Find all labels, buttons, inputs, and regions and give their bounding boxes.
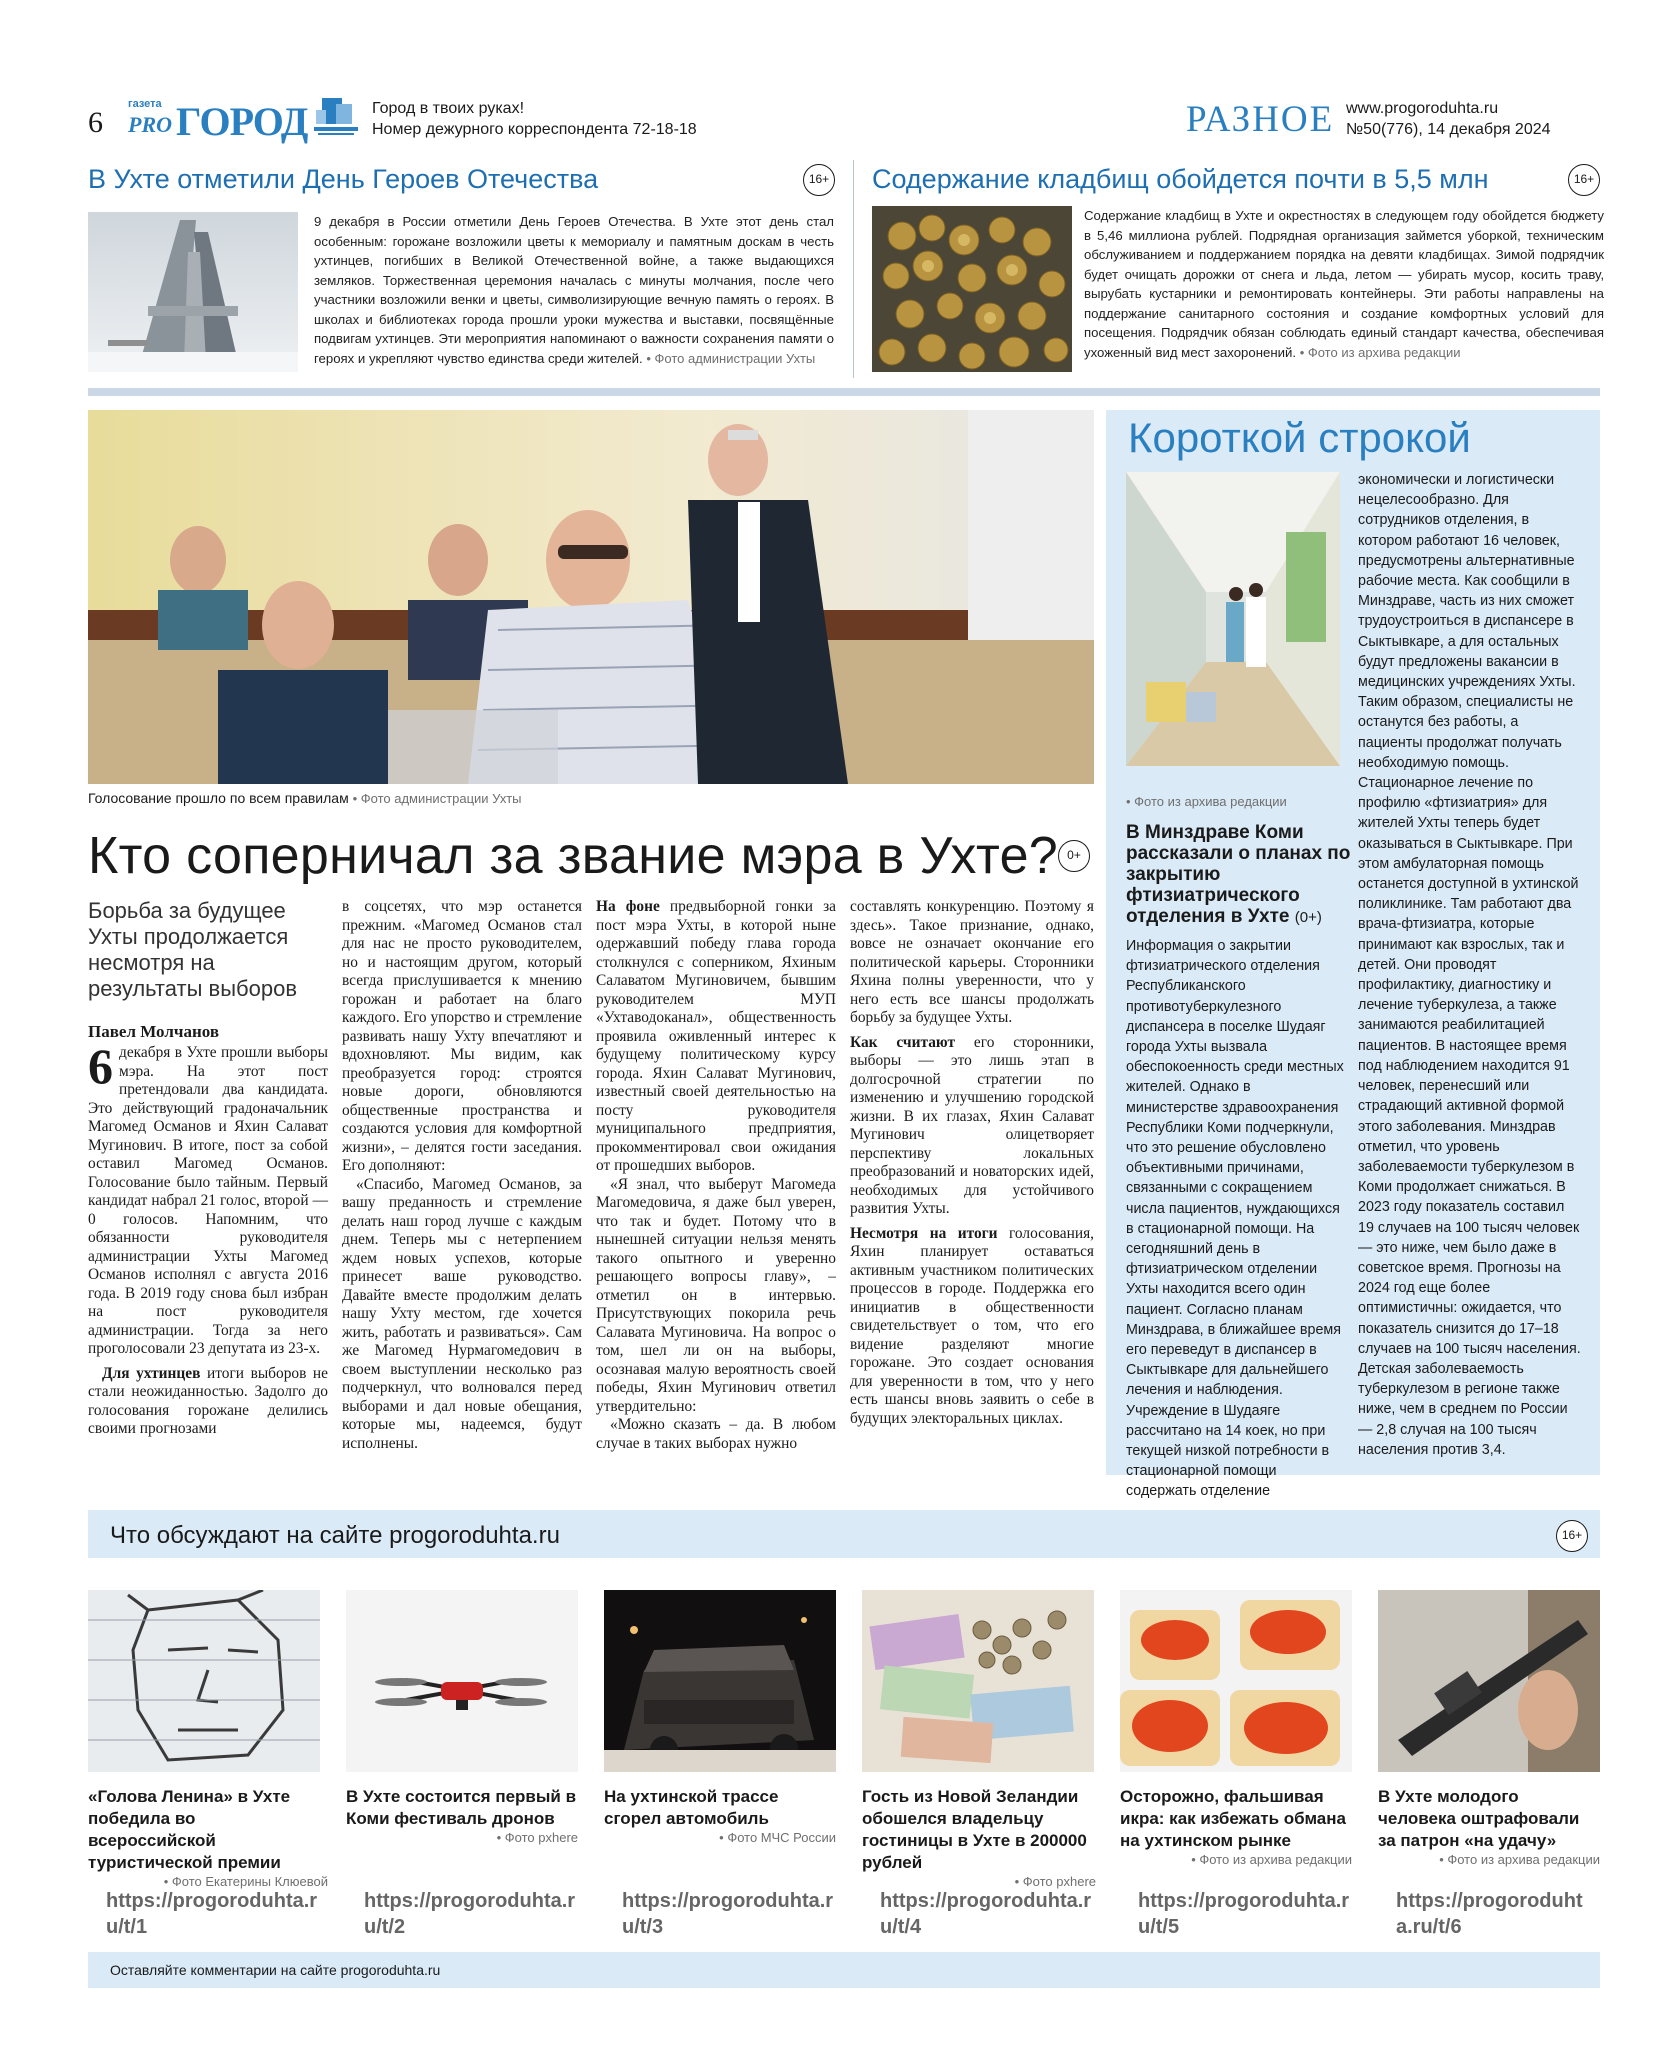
age-rating-badge: 16+: [1556, 1520, 1588, 1552]
column-divider: [853, 160, 854, 378]
card-url[interactable]: https://progoroduhta.ru/t/3: [622, 1890, 834, 1938]
news-card-4[interactable]: [862, 1786, 1096, 1889]
slogan-line-1: Город в твоих руках!: [372, 100, 525, 117]
paragraph-text: итоги выборов не стали неожиданностью. Задолго до голосования горожане делились своими прогнозами: [88, 1364, 328, 1437]
paragraph-text: декабря в Ухте прошли выборы мэра. На этот пост претендовали два кандидата. Это действующий градоначальник Магомед Османов и Яхин Салават Мугинович. В итоге, пост за собой оставил Магомед Османов. Голосование было тайным. Первый кандидат набрал 21 голос, второй — 0 голосов. Напомним, что обязанности руководителя администрации Ухты Магомед Османов исполнял с августа 2016 года. В 2019 году снова был избран на пост руководителя администрации. Тогда за него проголосовали 23 депутата из 23-х.: [88, 1044, 328, 1357]
card-title[interactable]: В Ухте состоится первый в Коми фестиваль дронов: [346, 1787, 577, 1828]
news-cemetery-credit: • Фото из архива редакции: [1299, 344, 1461, 360]
article-column-3: [596, 898, 836, 1453]
page-number: 6: [88, 106, 103, 139]
news-heroes-text: [314, 212, 834, 368]
sidebar-headline: [1126, 822, 1356, 928]
bottom-section-title: Что обсуждают на сайте progoroduhta.ru: [110, 1522, 560, 1549]
sidebar-headline-text: В Минздраве Коми рассказали о планах по закрытию фтизиатрического отделения в Ухте: [1126, 822, 1351, 927]
paragraph-text: его сторонники, выборы — это лишь этап в долгосрочной стратегии по изменению и улучшению городской жизни. В их глазах, Яхин Салават Мугинович олицетворяет перспективу локальных преобразований и новаторских идей, необходимых для устойчивого развития Ухты.: [850, 1033, 1094, 1217]
news-card-6[interactable]: [1378, 1786, 1600, 1867]
logo-pro-text: PRO: [128, 112, 172, 137]
heroes-memorial-photo: [88, 212, 298, 372]
drop-cap: 6: [88, 1038, 113, 1094]
paragraph-lead-in: Для ухтинцев: [102, 1364, 201, 1382]
card-title[interactable]: «Голова Ленина» в Ухте победила во всероссийской туристической премии: [88, 1787, 291, 1872]
header-site[interactable]: www.progoroduhta.ru: [1346, 100, 1499, 117]
voting-photo: [88, 410, 1094, 784]
card-credit: • Фото Екатерины Клюевой: [163, 1874, 328, 1889]
card-photo-drone[interactable]: [346, 1590, 578, 1772]
paragraph: [88, 1038, 328, 1359]
header-slogan: [372, 98, 697, 140]
card-photo-money[interactable]: [862, 1590, 1094, 1772]
card-photo-caviar[interactable]: [1120, 1590, 1352, 1772]
caption-text: Голосование прошло по всем правилам: [88, 790, 349, 806]
section-title: РАЗНОЕ: [1186, 99, 1335, 140]
news-card-1[interactable]: [88, 1786, 328, 1889]
hospital-corridor-photo: [1126, 472, 1340, 766]
card-credit: • Фото из архива редакции: [1191, 1852, 1352, 1867]
logo-small-text: газета: [128, 98, 162, 110]
footer-text[interactable]: Оставляйте комментарии на сайте progoroduhta.ru: [110, 1962, 441, 1978]
paragraph: [850, 1225, 1094, 1429]
paragraph: «Спасибо, Магомед Османов, за вашу преданность и стремление делать наш город лучше с каждым днем. Теперь мы с нетерпением ждем новых успехов, которые принесет ваше руководство. Давайте вместе продолжим делать нашу Ухту местом, где хочется жить, работать и развиваться». Сам же Магомед Нурмагомедович в своем выступлении несколько раз подчеркнул, что волновался перед выборами и дал новые обещания, которые мы, надеемся, будут исполнены.: [342, 1175, 582, 1452]
age-rating-badge: 16+: [803, 164, 835, 196]
caption-credit: • Фото администрации Ухты: [352, 791, 522, 806]
card-url[interactable]: https://progoroduhta.ru/t/2: [364, 1890, 576, 1938]
card-url[interactable]: https://progoroduhta.ru/t/5: [1138, 1890, 1350, 1938]
paragraph-lead-in: Как считают: [850, 1033, 956, 1051]
card-photo-rifle[interactable]: [1378, 1590, 1600, 1772]
card-title[interactable]: Гость из Новой Зеландии обошелся владельцу гостиницы в Ухте в 200000 рублей: [862, 1787, 1087, 1872]
card-title[interactable]: На ухтинской трассе сгорел автомобиль: [604, 1787, 779, 1828]
news-cemetery-body: Содержание кладбищ в Ухте и окрестностях в следующем году обойдется бюджету в 5,46 миллиона рублей. Подрядная организация займется уборкой, техническим обслуживанием и поддержанием порядка на девяти кладбищах. Зимой подрядчик будет очищать дорожки от снега и льда, летом — убирать мусор, косить траву, вырубать кустарники и ремонтировать контейнеры. Эти работы направлены на поддержание санитарного состояния и создание комфортных условий для посещения. Подрядчик обязан соблюдать единый стандарт качества, обеспечивая ухоженный вид мест захоронений.: [1084, 208, 1604, 360]
card-credit: • Фото МЧС России: [719, 1830, 836, 1845]
sidebar-text-column-1: Информация о закрытии фтизиатрического отделения Республиканского противотуберкулезного диспансера в поселке Шудаяг города Ухты вызвала обеспокоенность среди местных жителей. Однако в министерстве здравоохранения Республики Коми подчеркнули, что это решение обусловлено объективными причинами, связанными с сокращением числа пациентов, нуждающихся в стационарной помощи. На сегодняшний день в фтизиатрическом отделении Ухты находится всего один пациент. Согласно планам Минздрава, в ближайшее время его переведут в диспансер в Сыктывкаре для дальнейшего лечения и наблюдения. Учреждение в Шудаяге рассчитано на 14 коек, но при текущей низкой потребности в стационарной помощи содержать отделение: [1126, 938, 1344, 1500]
news-card-2[interactable]: [346, 1786, 578, 1845]
sidebar-photo-credit: • Фото из архива редакции: [1126, 794, 1287, 809]
article-column-4: [850, 898, 1094, 1428]
article-author: Павел Молчанов: [88, 1022, 220, 1041]
news-card-5[interactable]: [1120, 1786, 1352, 1867]
paragraph-lead-in: На фоне: [596, 898, 660, 915]
card-photo-burnt-car[interactable]: [604, 1590, 836, 1772]
news-cemetery-text: [1084, 206, 1604, 362]
card-title[interactable]: В Ухте молодого человека оштрафовали за патрон «на удачу»: [1378, 1787, 1580, 1850]
card-credit: • Фото из архива редакции: [1439, 1852, 1600, 1867]
sidebar-text-column-2: экономически и логистически нецелесообразно. Для сотрудников отделения, в котором работают 16 человек, предусмотрены альтернативные рабочие места. Как сообщили в Минздраве, часть из них сможет трудоустроиться в диспансере в Сыктывкаре, а для остальных будут предложены вакансии в медицинских учреждениях Ухты. Таким образом, специалисты не останутся без работы, а пациенты продолжат получать необходимую помощь. Стационарное лечение по профилю «фтизиатрия» для жителей Ухты теперь будет оказываться в Сыктывкаре. При этом амбулаторная помощь останется доступной в ухтинской поликлинике. Там работают два врача-фтизиатра, которые принимают как взрослых, так и детей. Они проводят профилактику, диагностику и лечение туберкулеза, а также занимаются реабилитацией пациентов. В настоящее время под наблюдением находится 91 человек, перенесший или страдающий активной формой этого заболевания. Минздрав отметил, что уровень заболеваемости туберкулезом в Коми продолжает снижаться. В 2023 году показатель составил 19 случаев на 100 тысяч человек — это ниже, чем было даже в советское время. Прогнозы на 2024 год еще более оптимистичны: ожидается, что показатель снизится до 17–18 случаев на 100 тысяч населения. Детская заболеваемость туберкулезом в регионе также ниже, чем в среднем по России — 2,8 случая на 100 тысяч населения против 3,4.: [1358, 472, 1581, 1458]
card-title[interactable]: Осторожно, фальшивая икра: как избежать обмана на ухтинском рынке: [1120, 1787, 1346, 1850]
news-heroes-body: 9 декабря в России отметили День Героев Отечества. В Ухте этот день стал особенным: горожане возложили цветы к мемориалу и памятным доскам в честь ухтинцев, погибших в Великой Отечественной войне, а также выдающихся земляков. Торжественная церемония началась с минуты молчания, после чего участники возложили венки и цветы, символизирующие вечную память о героях. В школах и библиотеках города прошли уроки мужества и выставки, посвящённые подвигам ухтинцев. Эти мероприятия напоминают о важности сохранения памяти о героях и укрепляют чувство единства среди жителей.: [314, 214, 834, 366]
card-url[interactable]: https://progoroduhta.ru/t/6: [1396, 1890, 1583, 1938]
article-column-2: [342, 898, 582, 1453]
sidebar-title: Короткой строкой: [1128, 414, 1471, 461]
paragraph: составлять конкуренцию. Поэтому я здесь». Такое признание, однако, вовсе не означает окончание его политической карьеры. Сторонники Яхина полны уверенности, что у него есть все шансы продолжать борьбу за будущее Ухты.: [850, 898, 1094, 1026]
slogan-line-2: Номер дежурного корреспондента 72-18-18: [372, 121, 697, 138]
card-credit: • Фото pxhere: [1014, 1874, 1096, 1889]
age-rating-badge: 0+: [1058, 840, 1090, 872]
article-lead: Борьба за будущее Ухты продолжается несмотря на результаты выборов: [88, 898, 297, 1001]
paragraph: в соцсетях, что мэр останется прежним. «Магомед Османов стал для нас не просто руководителем, но и настоящим другом, который всегда прислушивается к мнению горожан и работает на благо каждого. Его упорство и стремление развивать нашу Ухту впечатляют и вдохновляют. Мы видим, как преобразуется город: строятся новые дороги, обновляются общественные пространства и создаются условия для комфортной жизни», – делятся гости заседания. Его дополняют:: [342, 898, 582, 1174]
paragraph: «Я знал, что выберут Магомеда Магомедовича, я даже был уверен, что так и будет. Потому что в нынешней ситуации нельзя менять такого опытного и уверенно решающего вопросы главу», – отметил он в интервью. Присутствующих покорила речь Салавата Мугиновича. На вопрос о том, шел ли он на выборы, осознавая малую вероятность своей победы, Яхин Мугинович ответил утвердительно:: [596, 1175, 836, 1415]
news-cemetery-title: Содержание кладбищ обойдется почти в 5,5 млн: [872, 164, 1489, 194]
main-article-title: Кто соперничал за звание мэра в Ухте?: [88, 827, 1059, 885]
news-heroes-title: В Ухте отметили День Героев Отечества: [88, 164, 599, 194]
logo-main-text: ГОРОД: [176, 99, 308, 144]
card-url[interactable]: https://progoroduhta.ru/t/4: [880, 1890, 1092, 1938]
city-emblem-icon: [312, 96, 360, 138]
paragraph-text: голосования, Яхин планирует оставаться активным участником политических процессов в городе. Поддержка его инициатив в общественности свидетельствует о том, что его видение разделяют многие горожане. Это создает основания для уверенности в том, что у него есть шансы вновь заявить о себе в будущих электоральных циклах.: [850, 1224, 1094, 1427]
age-rating-badge: 16+: [1568, 164, 1600, 196]
news-card-3[interactable]: [604, 1786, 836, 1845]
newspaper-logo: [128, 98, 308, 144]
card-url[interactable]: https://progoroduhta.ru/t/1: [106, 1890, 318, 1938]
paragraph: [88, 1365, 328, 1439]
card-photo-lenin-head[interactable]: [88, 1590, 320, 1772]
paragraph: [850, 1034, 1094, 1219]
issue-date: №50(776), 14 декабря 2024: [1346, 121, 1551, 138]
paragraph: «Можно сказать – да. В любом случае в таких выборах нужно: [596, 1416, 836, 1452]
card-credit: • Фото pxhere: [496, 1830, 578, 1845]
age-rating-badge: (0+): [1294, 909, 1322, 926]
photo-caption: [88, 790, 522, 806]
article-column-1: [88, 1038, 328, 1439]
paragraph-lead-in: Несмотря на итоги: [850, 1224, 998, 1242]
paragraph-text: предвыборной гонки за пост мэра Ухты, в которой ныне одержавший победу глава города столкнулся с соперником, Яхиным Салаватом Мугиновичем, бывшим руководителем МУП «Ухтаводоканал», общественность проявила оживленный интерес к будущему политическому курсу города. Яхин Салават Мугинович, известный своей деятельностью на посту руководителя муниципального предприятия, прокомментировал свои ожидания от прошедших выборов.: [596, 898, 836, 1174]
section-divider: [88, 388, 1600, 396]
header-site-date: [1346, 98, 1551, 140]
coins-photo: [872, 206, 1072, 372]
news-heroes-credit: • Фото администрации Ухты: [646, 350, 816, 366]
paragraph: [596, 898, 836, 1176]
